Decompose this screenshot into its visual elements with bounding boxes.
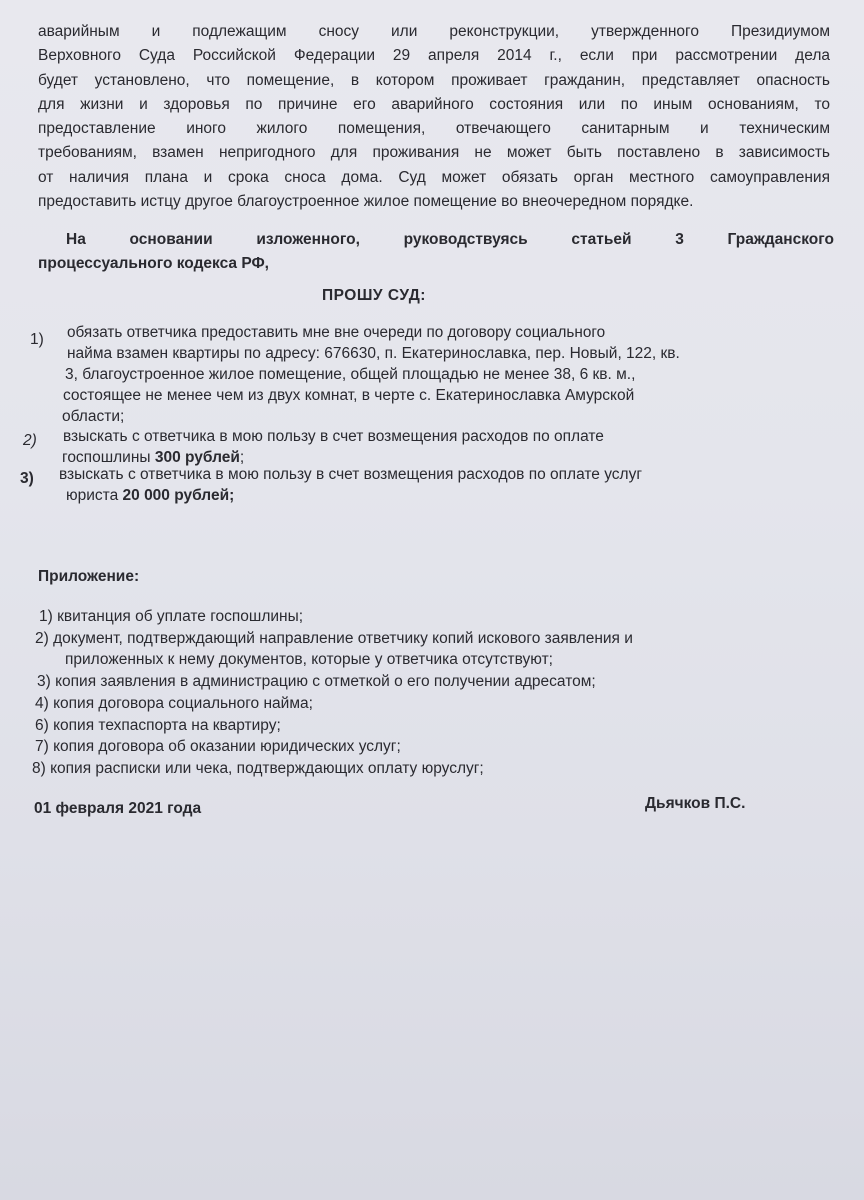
paragraph-line: для жизни и здоровья по причине его аварийного состояния или по иным основаниям, то bbox=[38, 95, 830, 113]
request-line: найма взамен квартиры по адресу: 676630, п. Екатеринославка, пер. Новый, 122, кв. bbox=[67, 345, 680, 362]
signature-name: Дьячков П.С. bbox=[645, 795, 746, 812]
appendix-item: 1) квитанция об уплате госпошлины; bbox=[39, 608, 304, 625]
paragraph-line: будет установлено, что помещение, в котором проживает гражданин, представляет опасность bbox=[38, 71, 830, 89]
request-line-suffix: ; bbox=[239, 449, 245, 466]
request-line: области; bbox=[62, 408, 125, 425]
paragraph-line: Верховного Суда Российской Федерации 29 апреля 2014 г., если при рассмотрении дела bbox=[38, 47, 830, 65]
document-date: 01 февраля 2021 года bbox=[34, 800, 202, 817]
request-number: 2) bbox=[23, 432, 37, 449]
appendix-item: 2) документ, подтверждающий направление ответчику копий искового заявления и bbox=[35, 629, 633, 647]
request-title: ПРОШУ СУД: bbox=[322, 287, 426, 304]
appendix-item: 8) копия расписки или чека, подтверждающих оплату юруслуг; bbox=[32, 759, 484, 777]
paragraph-line: аварийным и подлежащим сносу или реконструкции, утвержденного Президиумом bbox=[38, 23, 830, 40]
amount-fee: 300 рублей bbox=[154, 449, 240, 466]
basis-line: процессуального кодекса РФ, bbox=[38, 255, 269, 272]
request-line-prefix: юриста bbox=[66, 487, 123, 504]
request-line-prefix: госпошлины bbox=[62, 449, 155, 466]
body-paragraph bbox=[38, 20, 830, 214]
appendix-item-continuation: приложенных к нему документов, которые у ответчика отсутствуют; bbox=[65, 651, 553, 669]
request-line: 3, благоустроенное жилое помещение, общей площадью не менее 38, 6 кв. м., bbox=[65, 366, 636, 383]
basis-line: На основании изложенного, руководствуясь статьей 3 Гражданского bbox=[66, 231, 834, 248]
basis-statement bbox=[38, 228, 834, 276]
appendix-item: 6) копия техпаспорта на квартиру; bbox=[35, 716, 281, 734]
paragraph-line: от наличия плана и срока сноса дома. Суд может обязать орган местного самоуправления bbox=[38, 168, 830, 186]
appendix-item: 7) копия договора об оказании юридических услуг; bbox=[35, 738, 401, 756]
request-text bbox=[62, 322, 680, 427]
request-line: взыскать с ответчика в мою пользу в счет возмещения расходов по оплате услуг bbox=[59, 466, 642, 483]
request-number: 3) bbox=[20, 470, 34, 487]
request-text bbox=[63, 426, 604, 468]
amount-lawyer: 20 000 рублей; bbox=[122, 487, 235, 504]
paragraph-line: требованиям, взамен непригодного для проживания не может быть поставлено в зависимость bbox=[38, 144, 830, 162]
request-line: взыскать с ответчика в мою пользу в счет возмещения расходов по оплате bbox=[63, 428, 604, 445]
appendix-item: 3) копия заявления в администрацию с отметкой о его получении адресатом; bbox=[37, 673, 596, 691]
request-line: обязать ответчика предоставить мне вне очереди по договору социального bbox=[67, 324, 606, 341]
request-number: 1) bbox=[30, 331, 44, 348]
appendix-list bbox=[32, 606, 633, 780]
request-text bbox=[59, 464, 642, 506]
paragraph-line: предоставление иного жилого помещения, отвечающего санитарным и техническим bbox=[38, 120, 830, 138]
appendix-item: 4) копия договора социального найма; bbox=[35, 694, 313, 712]
appendix-title: Приложение: bbox=[38, 568, 140, 585]
request-line: состоящее не менее чем из двух комнат, в черте с. Екатеринославка Амурской bbox=[63, 387, 635, 404]
paragraph-line: предоставить истцу другое благоустроенное жилое помещение во внеочередном порядке. bbox=[38, 193, 694, 211]
